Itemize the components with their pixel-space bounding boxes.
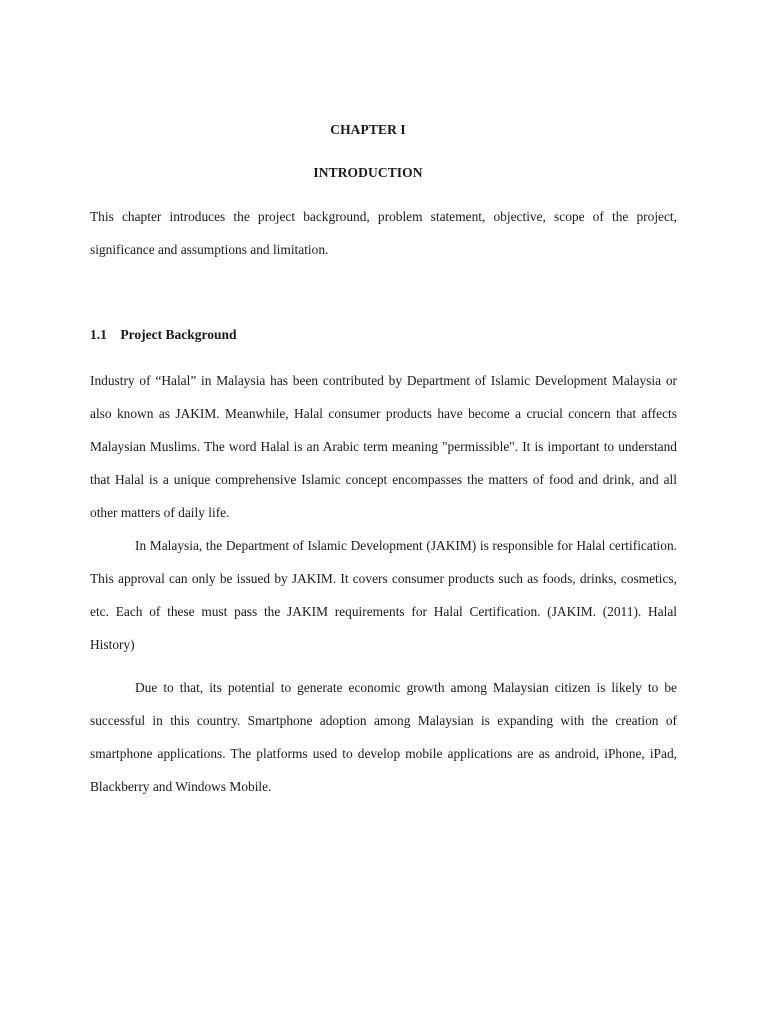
body-paragraph-2: In Malaysia, the Department of Islamic Development (JAKIM) is responsible for Halal certification. This approval can only be issued by JAKIM. It covers consumer products such as foods, drinks, cosmetics, etc. Each of these must pass the JAKIM requirements for Halal Certification. (JAKIM. (2011). Halal History) [90,538,677,652]
section-title: Project Background [120,327,237,342]
section-number: 1.1 [90,327,107,342]
body-paragraph-3: Due to that, its potential to generate economic growth among Malaysian citizen is likely to be successful in this country. Smartphone adoption among Malaysian is expanding with the creation of smartphone applications. The platforms used to develop mobile applications are as android, iPhone, iPad, Blackberry and Windows Mobile. [90,680,677,794]
chapter-label: CHAPTER I [330,122,406,137]
body-paragraph-1: Industry of “Halal” in Malaysia has been contributed by Department of Islamic Development Malaysia or also known as JAKIM. Meanwhile, Halal consumer products have become a crucial concern that affects Malaysian Muslims. The word Halal is an Arabic term meaning "permissible". It is important to understand that Halal is a unique comprehensive Islamic concept encompasses the matters of food and drink, and all other matters of daily life. [90,373,677,520]
intro-paragraph: This chapter introduces the project background, problem statement, objective, scope of the project, significance and assumptions and limitation. [90,209,677,257]
chapter-title: INTRODUCTION [313,165,423,180]
section-heading [90,327,237,343]
